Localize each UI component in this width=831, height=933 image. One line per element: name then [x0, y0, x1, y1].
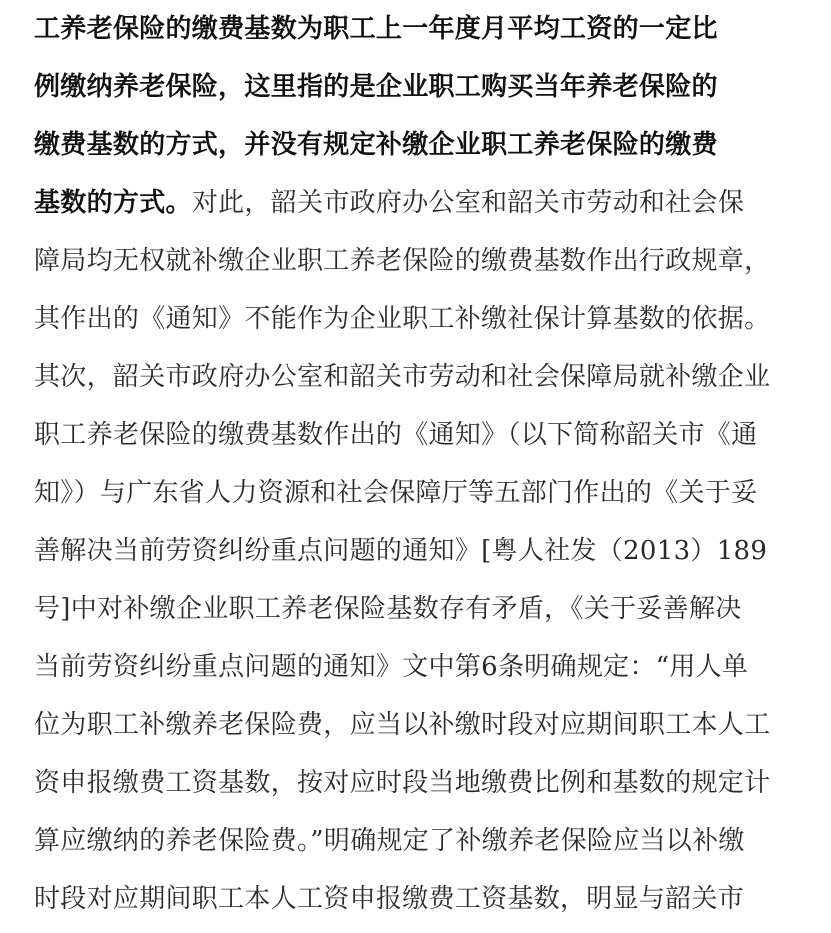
line-16-text: 时段对应期间职工本人工资申报缴费工资基数，明显与韶关市 [34, 884, 745, 914]
text-line-7 [34, 360, 770, 394]
text-line-2 [34, 70, 718, 104]
line-5-text: 障局均无权就补缴企业职工养老保险的缴费基数作出行政规章， [34, 246, 771, 276]
line-12-text: 当前劳资纠纷重点问题的通知》文中第6条明确规定：“用人单 [34, 652, 749, 682]
line-13-text: 位为职工补缴养老保险费，应当以补缴时段对应期间职工本人工 [34, 710, 771, 740]
text-line-16 [34, 882, 744, 916]
line-7-text: 其次，韶关市政府办公室和韶关市劳动和社会保障局就补缴企业 [34, 362, 771, 392]
text-line-11 [34, 592, 742, 626]
text-line-10 [34, 534, 767, 568]
text-line-6 [34, 302, 770, 336]
text-line-9 [34, 476, 757, 510]
text-line-1 [34, 12, 718, 46]
line-10-text: 善解决当前劳资纠纷重点问题的通知》[粤人社发（2013）189 [34, 536, 768, 566]
text-line-12 [34, 650, 748, 684]
line-15-text: 算应缴纳的养老保险费。”明确规定了补缴养老保险应当以补缴 [34, 826, 745, 856]
text-line-13 [34, 708, 770, 742]
text-line-3 [34, 128, 718, 162]
text-line-8 [34, 418, 757, 452]
line-4-text: 对此，韶关市政府办公室和韶关市劳动和社会保 [191, 188, 745, 218]
line-11-text: 号]中对补缴企业职工养老保险基数存有矛盾，《关于妥善解决 [34, 594, 742, 624]
line-2-text: 例缴纳养老保险，这里指的是企业职工购买当年养老保险的 [34, 72, 718, 102]
line-8-text: 职工养老保险的缴费基数作出的《通知》（以下简称韶关市《通 [34, 420, 758, 450]
line-14-text: 资申报缴费工资基数，按对应时段当地缴费比例和基数的规定计 [34, 768, 771, 798]
line-6-text: 其作出的《通知》不能作为企业职工补缴社保计算基数的依据。 [34, 304, 771, 334]
text-line-14 [34, 766, 770, 800]
text-line-5 [34, 244, 770, 278]
line-9-text: 知》）与广东省人力资源和社会保障厅等五部门作出的《关于妥 [34, 478, 758, 508]
text-line-15 [34, 824, 745, 858]
text-line-4 [34, 186, 744, 220]
line-3-text: 缴费基数的方式，并没有规定补缴企业职工养老保险的缴费 [34, 130, 718, 160]
line-1-text: 工养老保险的缴费基数为职工上一年度月平均工资的一定比 [34, 14, 718, 44]
line-4-bold-text: 基数的方式。 [34, 188, 192, 218]
